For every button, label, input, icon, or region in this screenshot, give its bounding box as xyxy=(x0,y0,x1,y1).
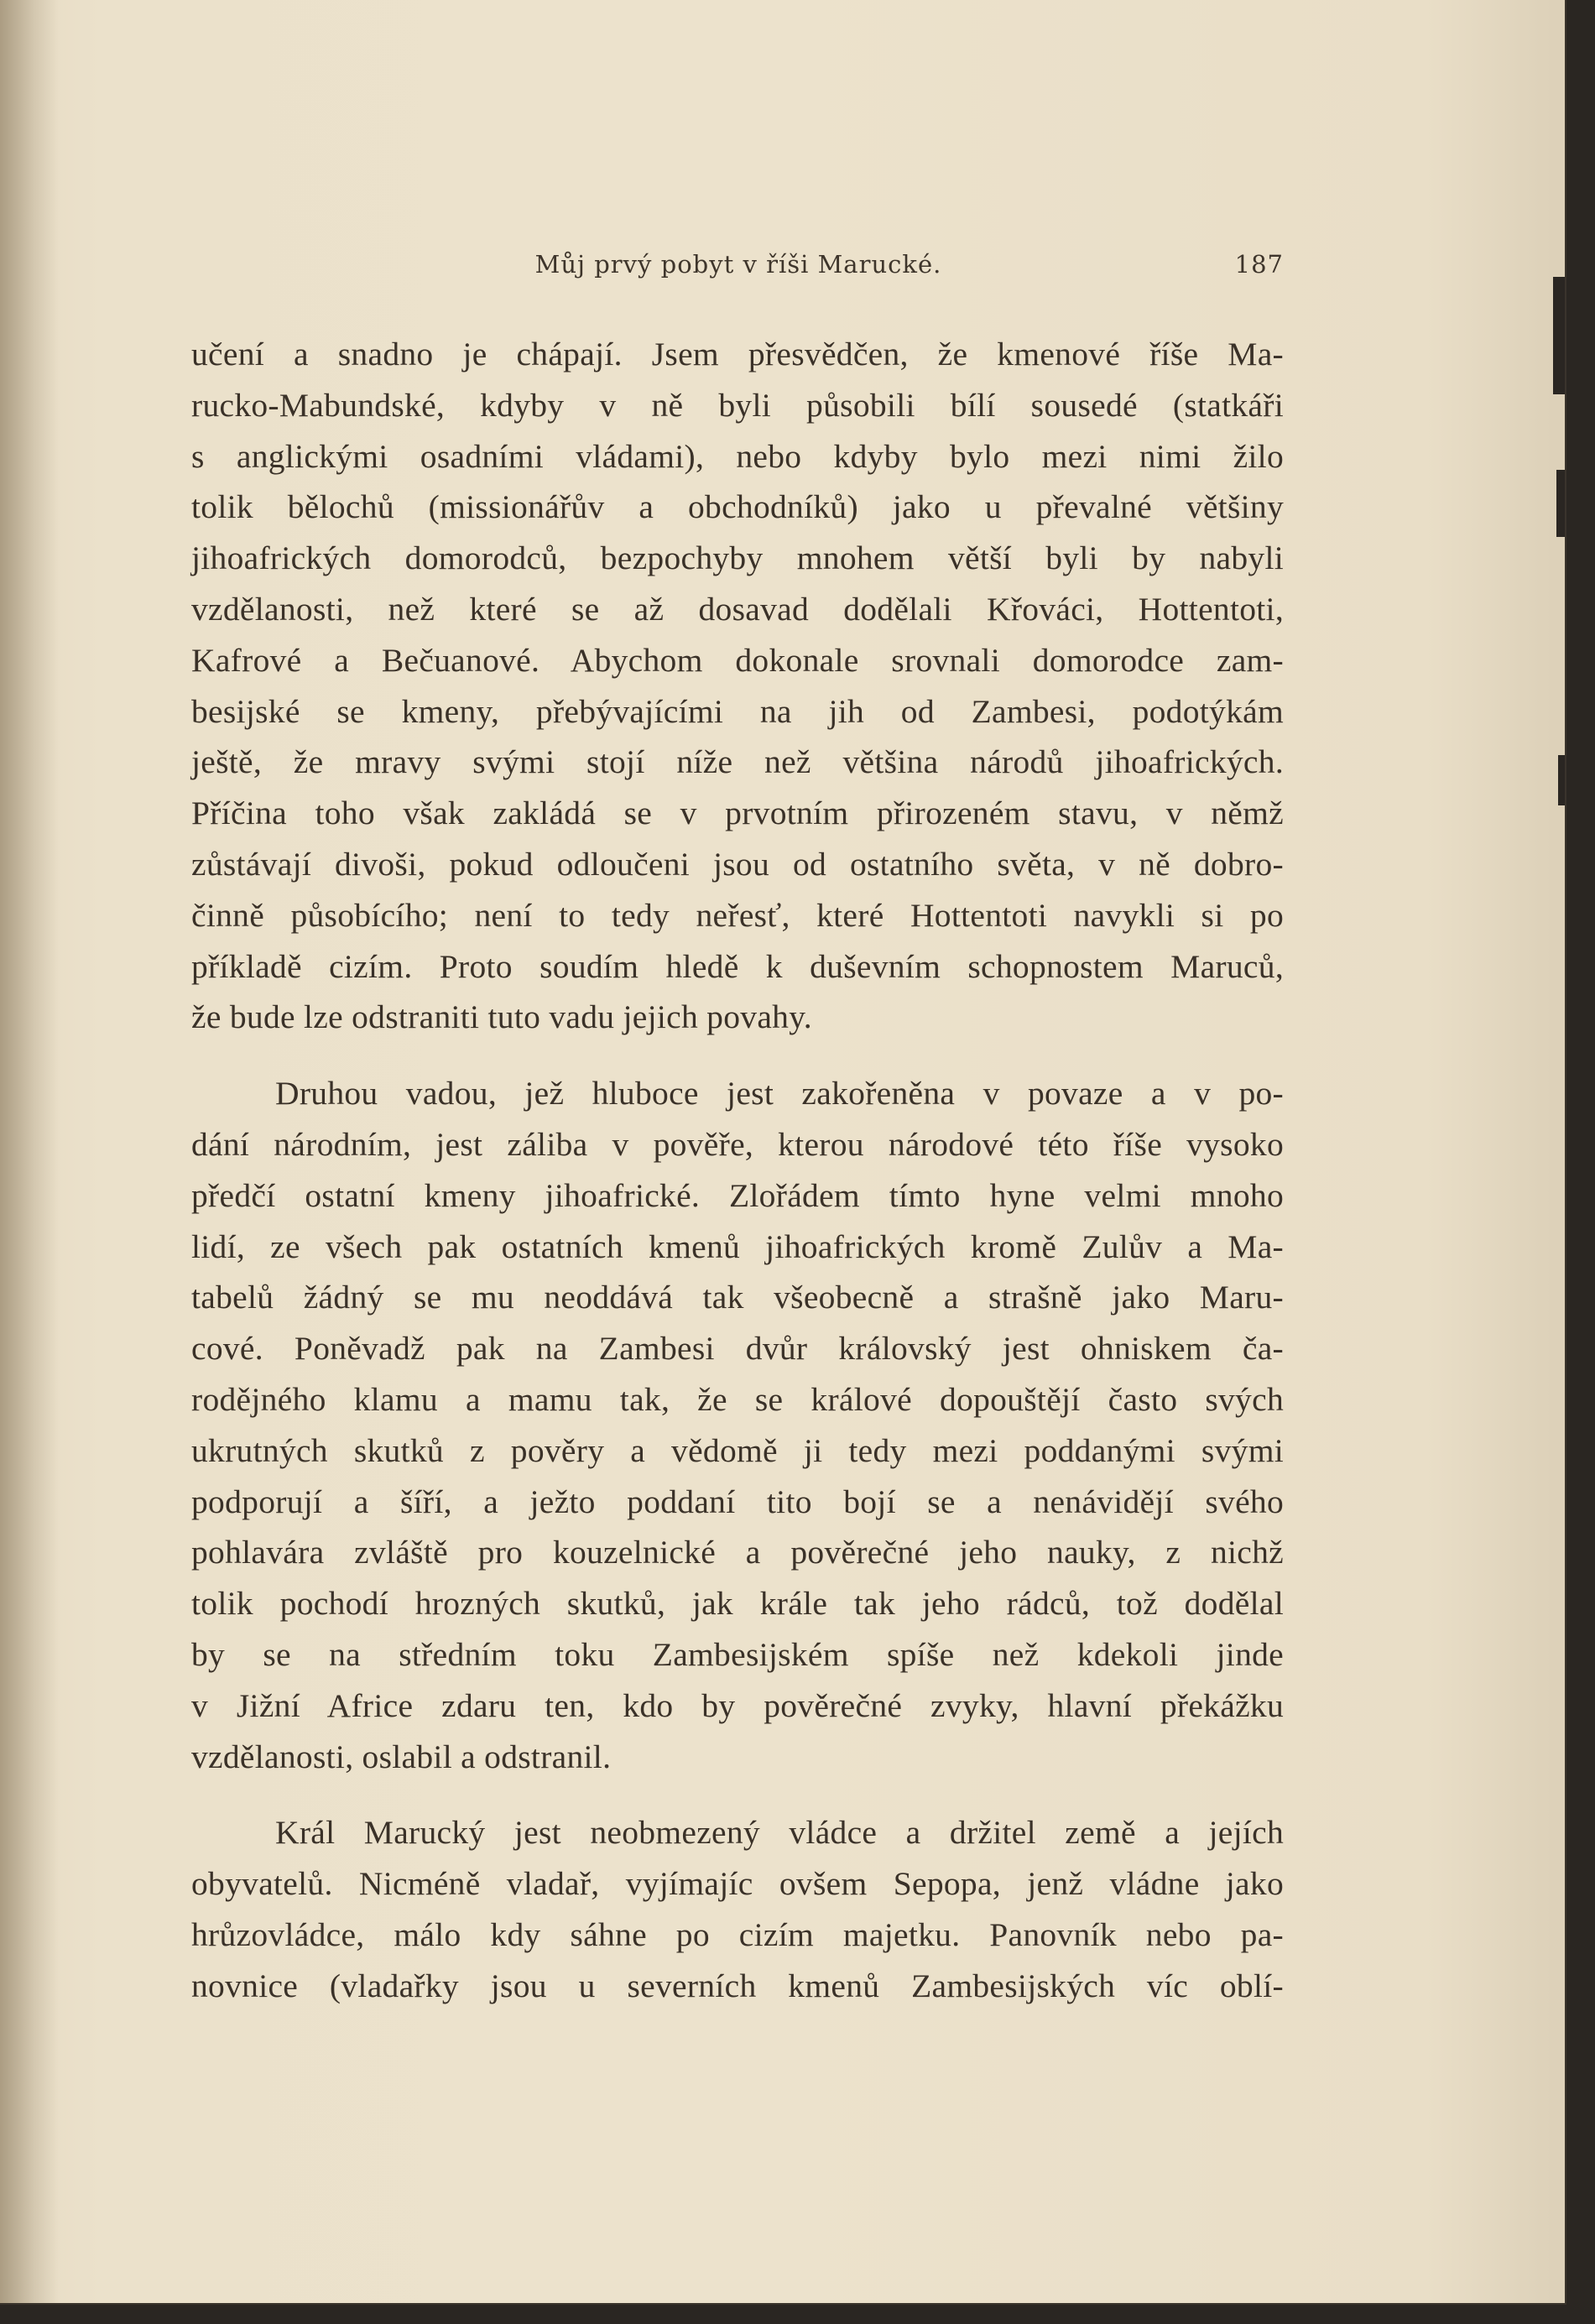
text-line: s anglickými osadními vládami), nebo kdyby bylo mezi nimi žilo xyxy=(191,437,1284,475)
text-line: novnice (vladařky jsou u severních kmenů Zambesijských víc oblí- xyxy=(191,1967,1284,2004)
text-line: tabelů žádný se mu neoddává tak všeobecně a strašně jako Maru- xyxy=(191,1279,1284,1316)
paragraph-2 xyxy=(191,1068,1284,1782)
text-line: Král Marucký jest neobmezený vládce a držitel země a jejích xyxy=(275,1814,1284,1852)
running-head-title: Můj prvý pobyt v říši Marucké. xyxy=(534,250,942,279)
text-line: ještě, že mravy svými stojí níže než většina národů jihoafrických. xyxy=(191,743,1284,781)
text-line: rucko-Mabundské, kdyby v ně byli působili bílí sousedé (statkáři xyxy=(191,386,1284,424)
text-line: hrůzovládce, málo kdy sáhne po cizím majetku. Panovník nebo pa- xyxy=(191,1915,1284,1953)
text-line: vzdělanosti, oslabil a odstranil. xyxy=(191,1738,612,1775)
text-line: cové. Poněvadž pak na Zambesi dvůr královský jest ohniskem ča- xyxy=(191,1330,1284,1368)
body-text xyxy=(191,329,1284,2012)
text-line: jihoafrických domorodců, bezpochyby mnohem větší byli by nabyli xyxy=(191,539,1284,577)
paragraph-3 xyxy=(191,1807,1284,2011)
text-line: podporují a šíří, a ježto poddaní tito bojí se a nenávidějí svého xyxy=(191,1482,1284,1520)
torn-edge xyxy=(1558,755,1565,805)
text-line: zůstávají divoši, pokud odloučeni jsou od ostatního světa, v ně dobro- xyxy=(191,845,1284,883)
page-number: 187 xyxy=(1234,250,1284,279)
torn-edge xyxy=(1556,470,1565,537)
text-line: tolik pochodí hrozných skutků, jak krále tak jeho rádců, tož dodělal xyxy=(191,1585,1284,1623)
text-line: vzdělanosti, než které se až dosavad dodělali Křováci, Hottentoti, xyxy=(191,590,1284,628)
text-line: Příčina toho však zakládá se v prvotním přirozeném stavu, v němž xyxy=(191,795,1284,832)
text-line: pohlavára zvláště pro kouzelnické a pověrečné jeho nauky, z nichž xyxy=(191,1534,1284,1571)
text-line: činně působícího; není to tedy neřesť, které Hottentoti navykli si po xyxy=(191,896,1284,934)
text-line: ukrutných skutků z pověry a vědomě ji tedy mezi poddanými svými xyxy=(191,1431,1284,1469)
text-line: příkladě cizím. Proto soudím hledě k duševním schopnostem Maruců, xyxy=(191,947,1284,985)
text-line: dání národním, jest záliba v pověře, kterou národové této říše vysoko xyxy=(191,1125,1284,1163)
spine-shadow xyxy=(0,0,59,2303)
text-line: že bude lze odstraniti tuto vadu jejich povahy. xyxy=(191,998,812,1036)
text-line: v Jižní Africe zdaru ten, kdo by pověrečné zvyky, hlavní překážku xyxy=(191,1686,1284,1724)
text-line: Druhou vadou, jež hluboce jest zakořeněna v povaze a v po- xyxy=(275,1075,1284,1112)
text-line: rodějného klamu a mamu tak, že se králové dopouštějí často svých xyxy=(191,1380,1284,1418)
paragraph-1 xyxy=(191,329,1284,1043)
text-line: obyvatelů. Nicméně vladař, vyjímajíc ovšem Sepopa, jenž vládne jako xyxy=(191,1865,1284,1903)
text-line: besijské se kmeny, přebývajícími na jih od Zambesi, podotýkám xyxy=(191,692,1284,730)
text-line: učení a snadno je chápají. Jsem přesvědčen, že kmenové říše Ma- xyxy=(191,336,1284,373)
running-head xyxy=(193,250,1284,284)
text-line: předčí ostatní kmeny jihoafrické. Zlořádem tímto hyne velmi mnoho xyxy=(191,1176,1284,1214)
text-line: Kafrové a Bečuanové. Abychom dokonale srovnali domorodce zam- xyxy=(191,641,1284,679)
torn-edge xyxy=(1553,277,1565,394)
text-line: lidí, ze všech pak ostatních kmenů jihoafrických kromě Zulův a Ma- xyxy=(191,1227,1284,1265)
text-line: tolik bělochů (missionářův a obchodníků) jako u převalné většiny xyxy=(191,488,1284,526)
text-line: by se na středním toku Zambesijském spíše než kdekoli jinde xyxy=(191,1635,1284,1673)
